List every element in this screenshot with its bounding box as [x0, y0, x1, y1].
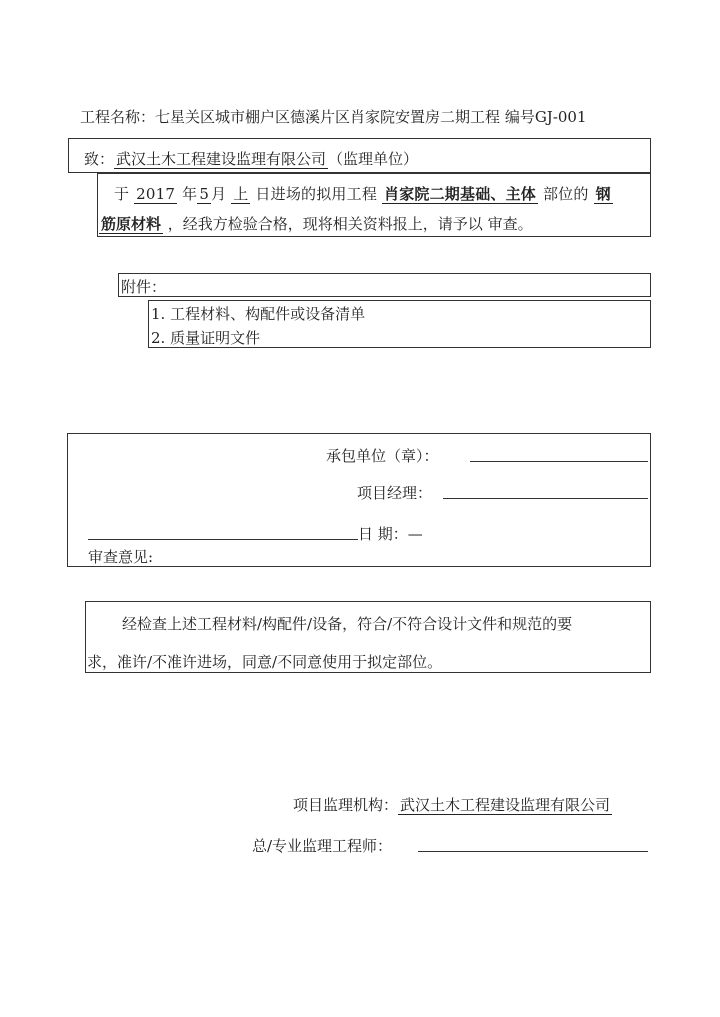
statement-material-2: 筋原材料: [101, 215, 162, 233]
date-label: 日 期：—: [358, 525, 423, 543]
recipient-prefix: 致：: [84, 150, 115, 168]
statement-part: 肖家院二期基础、主体: [384, 185, 537, 203]
statement-year: 2017: [136, 185, 176, 203]
code-value: GJ-001: [534, 108, 587, 126]
contractor-unit-line: [470, 461, 648, 462]
document-header: [80, 106, 587, 127]
statement-material-1: 钢: [595, 185, 611, 203]
supervision-engineer-label: 总/专业监理工程师：: [252, 837, 393, 855]
attachments-label: 附件：: [121, 278, 167, 296]
statement-text-1: 于: [114, 185, 130, 203]
statement-month: 5: [199, 185, 210, 203]
attachment-item-1: 1. 工程材料、构配件或设备清单: [151, 305, 366, 323]
supervision-org-name: 武汉土木工程建设监理有限公司: [400, 796, 611, 814]
statement-text-3: 月: [211, 185, 227, 203]
contractor-unit-label: 承包单位（章）：: [326, 447, 439, 465]
statement-text-4: 日进场的拟用工程: [255, 185, 378, 203]
recipient-line: [84, 148, 418, 169]
manager-label: 项目经理：: [357, 484, 433, 502]
date-line: [88, 539, 358, 540]
manager-row: [357, 482, 432, 503]
recipient-org: 武汉土木工程建设监理有限公司: [116, 150, 327, 168]
recipient-suffix: （监理单位）: [328, 150, 419, 168]
supervision-engineer-row: [252, 835, 392, 856]
supervision-org-row: [293, 794, 612, 815]
attachments-label-box: [118, 273, 651, 297]
statement-text-6: ，经我方检验合格，现将相关资料报上，请予以 审查。: [167, 215, 533, 233]
supervision-engineer-line: [418, 851, 648, 852]
supervision-org-label: 项目监理机构：: [293, 796, 399, 814]
contractor-unit-row: [326, 445, 439, 466]
attachment-item-2: 2. 质量证明文件: [151, 329, 261, 347]
statement-day: 上: [233, 185, 249, 203]
review-line-2: 求，准许/不准许进场，同意/不同意使用于拟定部位。: [87, 653, 443, 671]
manager-line: [443, 498, 648, 499]
review-label: 审查意见:: [88, 548, 154, 566]
code-label: 编号: [504, 108, 535, 126]
project-label: 工程名称：: [80, 108, 156, 126]
statement-text-5: 部位的: [542, 185, 589, 203]
statement-line-1: [114, 183, 613, 204]
review-line-1: 经检查上述工程材料/构配件/设备，符合/不符合设计文件和规范的要: [122, 615, 573, 633]
statement-line-2: [99, 213, 533, 234]
project-name: 七星关区城市棚户区德溪片区肖家院安置房二期工程: [155, 108, 501, 126]
statement-text-2: 年: [182, 185, 198, 203]
